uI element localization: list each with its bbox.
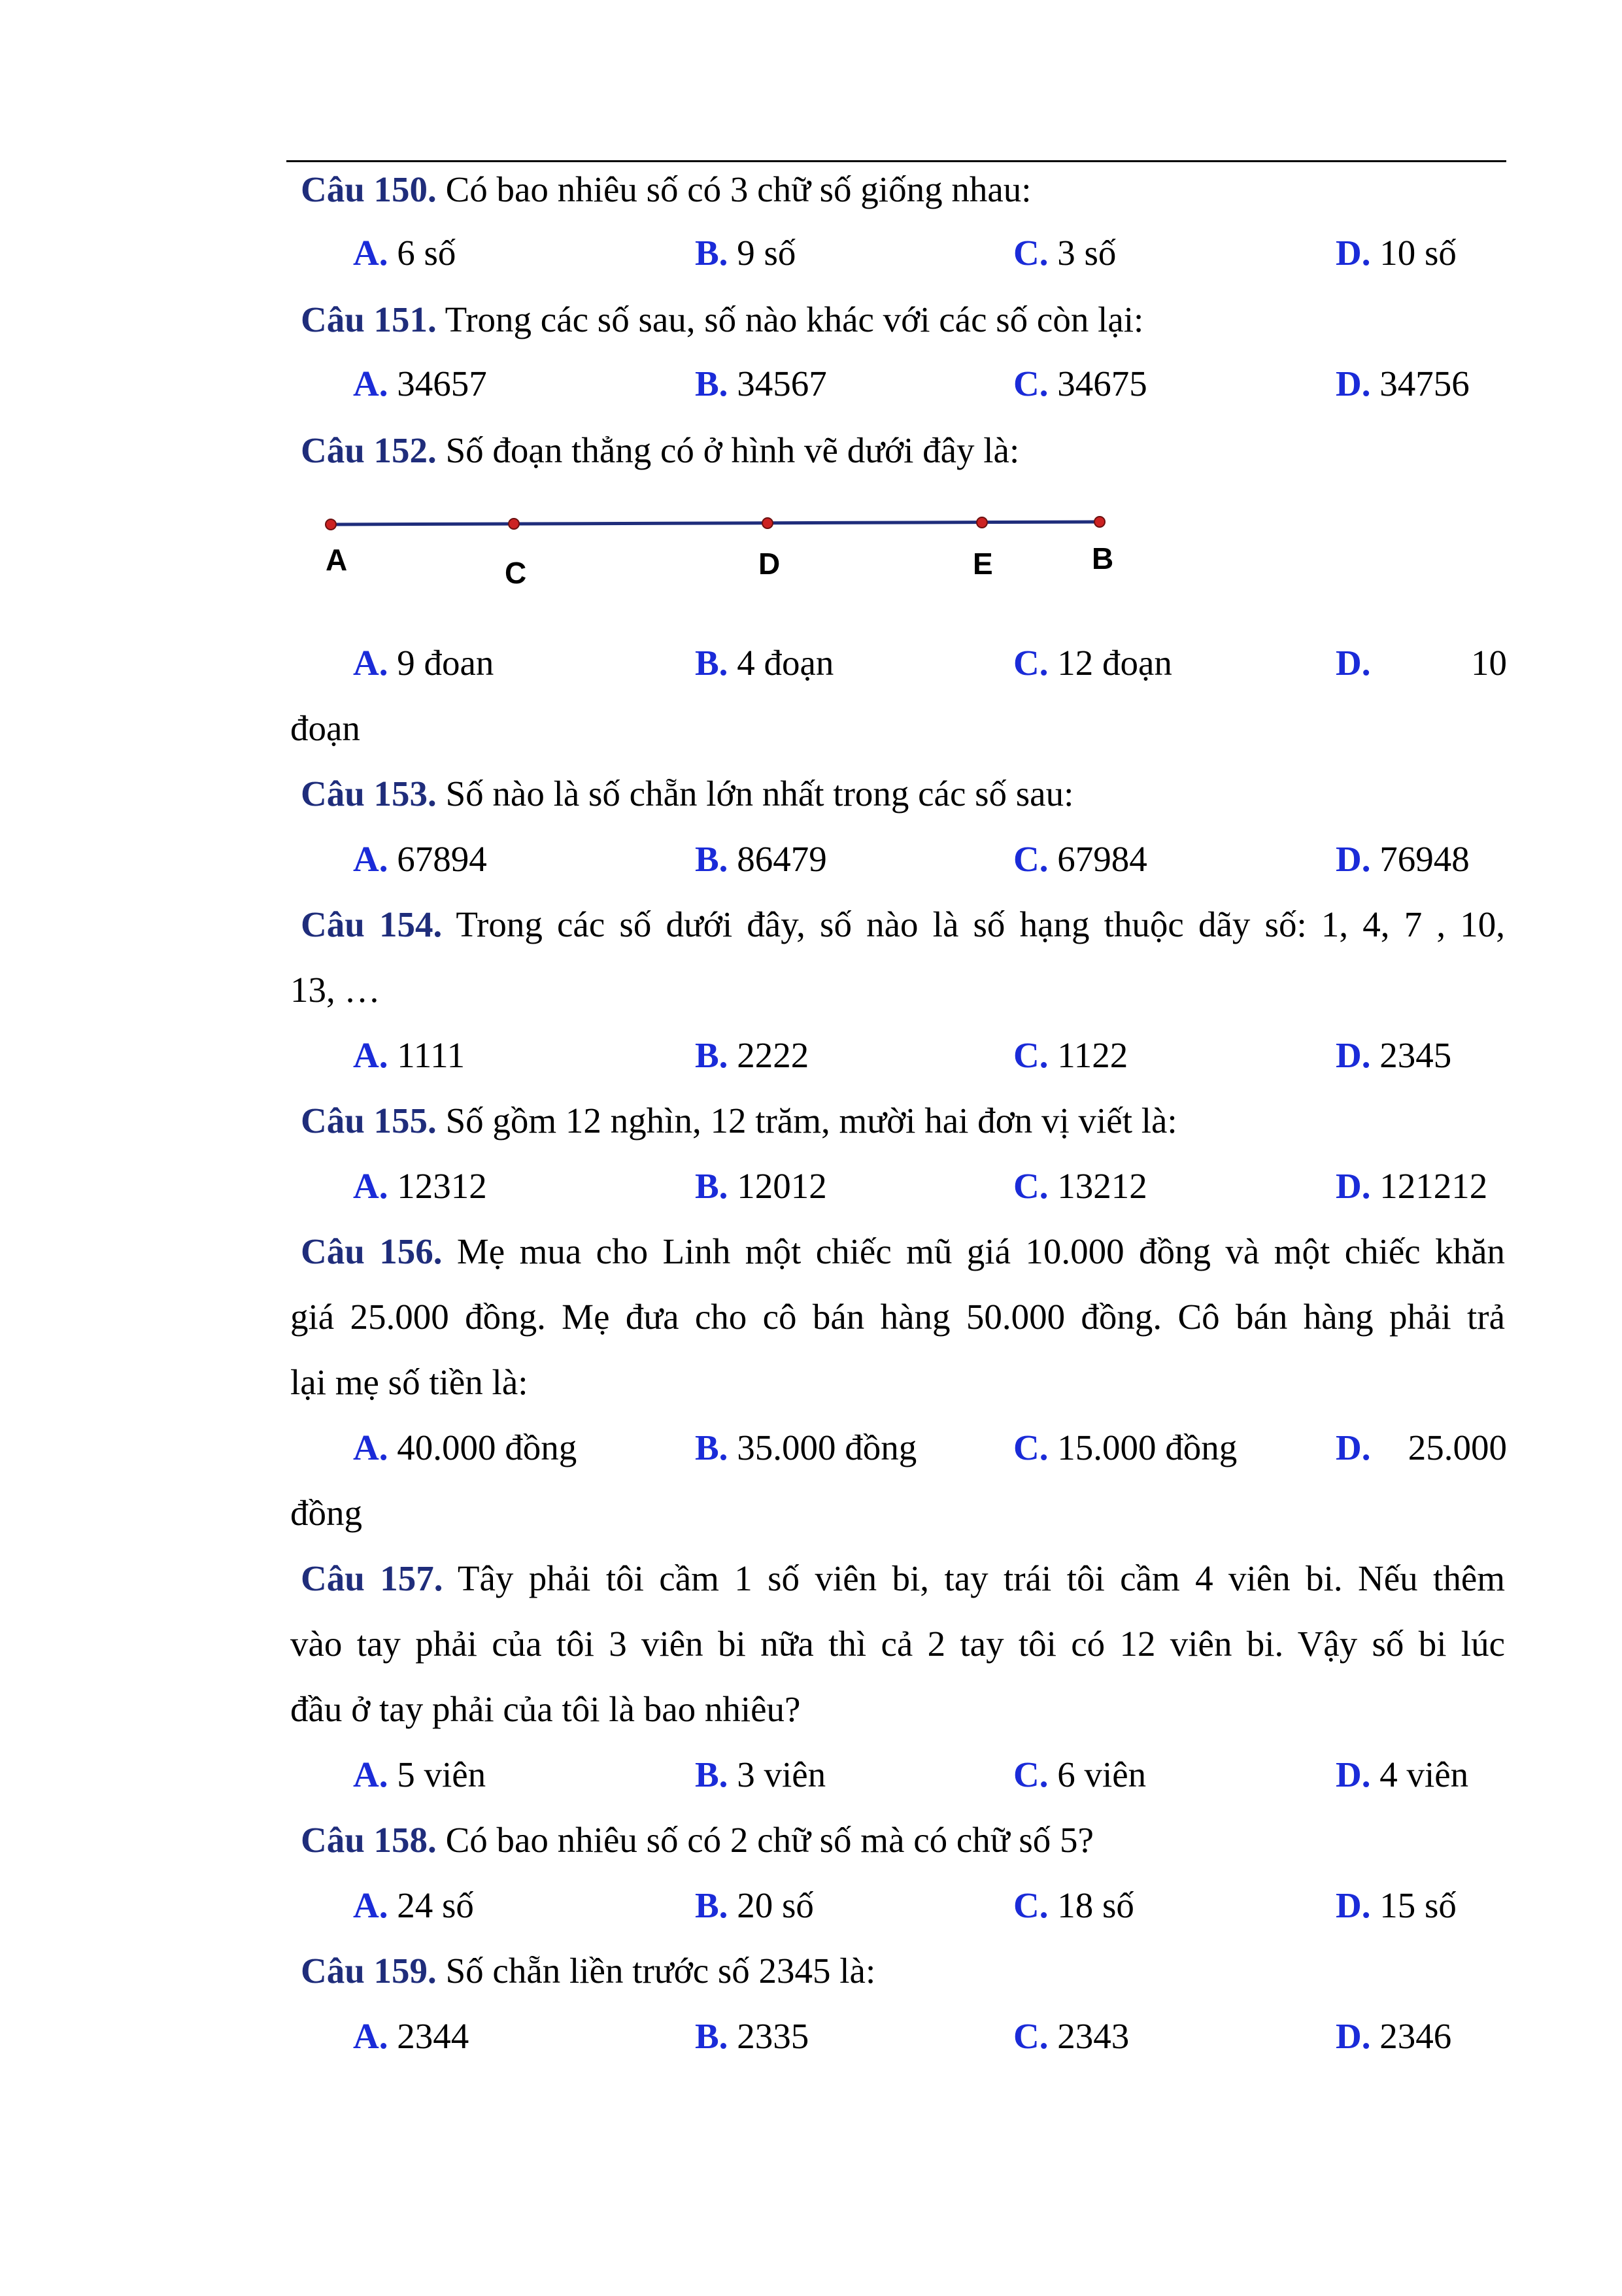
- question-label: Câu 153.: [301, 774, 437, 814]
- option-value: 12 đoạn: [1057, 643, 1172, 683]
- question-text: Số nào là số chẵn lớn nhất trong các số sau:: [445, 774, 1074, 814]
- option-b[interactable]: [695, 1035, 809, 1076]
- option-value: 2346: [1379, 2016, 1452, 2056]
- point-label-e: E: [973, 547, 993, 581]
- option-key: A.: [353, 643, 388, 683]
- option-b[interactable]: [695, 1165, 827, 1207]
- question-label: Câu 155.: [301, 1101, 437, 1140]
- question-152: [301, 430, 1019, 471]
- option-value: 34756: [1379, 364, 1470, 403]
- point-a: [326, 519, 336, 530]
- option-value: 2345: [1379, 1035, 1452, 1075]
- question-155: [301, 1100, 1177, 1142]
- question-text-cont: 13, …: [290, 970, 380, 1010]
- point-label-b: B: [1092, 541, 1114, 575]
- option-a[interactable]: [353, 1427, 577, 1469]
- option-value: 10 số: [1379, 233, 1457, 273]
- option-value: 2343: [1057, 2016, 1130, 2056]
- option-key: B.: [695, 233, 728, 273]
- option-key: A.: [353, 1885, 388, 1925]
- option-value: 25.000: [1408, 1428, 1507, 1467]
- option-key: C.: [1013, 1428, 1049, 1467]
- question-text: Trong các số dưới đây, số nào là số hạng thuộc dãy số: 1, 4, 7 , 10,: [456, 904, 1505, 944]
- option-value: 9 đoan: [397, 643, 494, 683]
- option-key: C.: [1013, 1885, 1049, 1925]
- option-value: 10: [1471, 643, 1507, 683]
- option-key: D.: [1336, 1428, 1371, 1467]
- option-key: A.: [353, 1428, 388, 1467]
- option-d[interactable]: [1336, 1165, 1487, 1207]
- option-value: 4 viên: [1379, 1755, 1469, 1794]
- question-157: [290, 1558, 1505, 1600]
- option-value: 24 số: [397, 1885, 474, 1925]
- question-text: Số đoạn thẳng có ở hình vẽ dưới đây là:: [445, 430, 1020, 470]
- option-b[interactable]: [695, 1885, 814, 1927]
- option-c[interactable]: [1013, 1165, 1147, 1207]
- point-c: [509, 519, 519, 529]
- option-key: D.: [1336, 839, 1371, 879]
- question-text-cont2: lại mẹ số tiền là:: [290, 1362, 528, 1402]
- point-label-d: D: [758, 547, 781, 581]
- option-a[interactable]: [353, 2015, 469, 2057]
- option-continuation: đoạn: [290, 708, 360, 748]
- option-key: C.: [1013, 233, 1049, 273]
- option-value: 86479: [737, 839, 827, 879]
- option-value: 76948: [1379, 839, 1470, 879]
- option-c[interactable]: [1013, 232, 1116, 274]
- option-value: 34567: [737, 364, 827, 403]
- option-value: 67894: [397, 839, 487, 879]
- question-text: Có bao nhiêu số có 3 chữ số giống nhau:: [445, 169, 1032, 209]
- option-c[interactable]: [1013, 2015, 1129, 2057]
- point-e: [977, 517, 987, 528]
- question-150: [301, 169, 1032, 211]
- option-key: C.: [1013, 364, 1049, 403]
- option-value: 3 số: [1057, 233, 1117, 273]
- option-d[interactable]: [1336, 232, 1457, 274]
- option-a[interactable]: [353, 363, 487, 405]
- option-value: 35.000 đồng: [737, 1428, 917, 1467]
- question-text-cont: giá 25.000 đồng. Mẹ đưa cho cô bán hàng 50.000 đồng. Cô bán hàng phải trả: [290, 1297, 1505, 1337]
- option-key: C.: [1013, 839, 1049, 879]
- option-value: 121212: [1379, 1166, 1488, 1206]
- option-a[interactable]: [353, 1165, 487, 1207]
- question-text-cont: vào tay phải của tôi 3 viên bi nữa thì cả 2 tay tôi có 12 viên bi. Vậy số bi lúc: [290, 1624, 1505, 1664]
- option-a[interactable]: [353, 642, 494, 684]
- option-key: A.: [353, 2016, 388, 2056]
- option-b[interactable]: [695, 642, 834, 684]
- option-key: B.: [695, 839, 728, 879]
- point-label-c: C: [505, 556, 527, 590]
- question-label: Câu 151.: [301, 300, 437, 339]
- option-value: 1122: [1057, 1035, 1128, 1075]
- question-label: Câu 159.: [301, 1951, 437, 1991]
- option-b[interactable]: [695, 1754, 826, 1796]
- question-153: [301, 773, 1073, 815]
- option-value: 3 viên: [737, 1755, 826, 1794]
- question-label: Câu 152.: [301, 430, 437, 470]
- option-key: D.: [1336, 364, 1371, 403]
- option-a[interactable]: [353, 838, 487, 880]
- question-158: [301, 1819, 1094, 1861]
- option-a[interactable]: [353, 232, 456, 274]
- option-d[interactable]: [1336, 1754, 1468, 1796]
- question-text: Tây phải tôi cầm 1 số viên bi, tay trái tôi cầm 4 viên bi. Nếu thêm: [457, 1558, 1505, 1598]
- option-key: C.: [1013, 1035, 1049, 1075]
- option-value: 15.000 đồng: [1057, 1428, 1238, 1467]
- option-c[interactable]: [1013, 838, 1147, 880]
- option-c[interactable]: [1013, 1885, 1134, 1927]
- option-value: 40.000 đồng: [397, 1428, 577, 1467]
- option-c[interactable]: [1013, 642, 1172, 684]
- question-text-cont2: đầu ở tay phải của tôi là bao nhiêu?: [290, 1689, 801, 1729]
- option-c[interactable]: [1013, 363, 1147, 405]
- question-151: [301, 299, 1143, 341]
- option-value: 12312: [397, 1166, 487, 1206]
- option-key: C.: [1013, 1166, 1049, 1206]
- question-label: Câu 158.: [301, 1820, 437, 1860]
- option-value: 4 đoạn: [737, 643, 834, 683]
- option-value: 15 số: [1379, 1885, 1457, 1925]
- option-key: D.: [1336, 1035, 1371, 1075]
- option-key: D.: [1336, 1885, 1371, 1925]
- option-a[interactable]: [353, 1885, 474, 1927]
- option-value: 2222: [737, 1035, 809, 1075]
- option-value: 2335: [737, 2016, 809, 2056]
- question-label: Câu 154.: [301, 904, 443, 944]
- option-b[interactable]: [695, 232, 796, 274]
- option-value: 5 viên: [397, 1755, 486, 1794]
- option-value: 1111: [397, 1035, 465, 1075]
- question-text: Số gồm 12 nghìn, 12 trăm, mười hai đơn vị viết là:: [445, 1101, 1177, 1140]
- question-159: [301, 1950, 875, 1992]
- option-d[interactable]: [1336, 363, 1470, 405]
- option-a[interactable]: [353, 1754, 486, 1796]
- option-value: 9 số: [737, 233, 796, 273]
- option-key: A.: [353, 1166, 388, 1206]
- option-b[interactable]: [695, 363, 827, 405]
- option-key: B.: [695, 1428, 728, 1467]
- option-c[interactable]: [1013, 1035, 1128, 1076]
- question-text: Số chẵn liền trước số 2345 là:: [445, 1951, 876, 1991]
- option-key: B.: [695, 1166, 728, 1206]
- option-key: A.: [353, 1755, 388, 1794]
- question-154: [290, 904, 1505, 946]
- option-d[interactable]: [1336, 1885, 1457, 1927]
- option-value: 20 số: [737, 1885, 814, 1925]
- option-key: C.: [1013, 1755, 1049, 1794]
- question-label: Câu 150.: [301, 169, 437, 209]
- option-key: B.: [695, 1885, 728, 1925]
- option-key: D.: [1336, 2016, 1371, 2056]
- option-b[interactable]: [695, 838, 827, 880]
- option-key: A.: [353, 364, 388, 403]
- option-value: 12012: [737, 1166, 827, 1206]
- question-text: Mẹ mua cho Linh một chiếc mũ giá 10.000 đồng và một chiếc khăn: [456, 1231, 1505, 1271]
- option-d[interactable]: [1336, 642, 1507, 684]
- option-value: 6 viên: [1057, 1755, 1147, 1794]
- option-value: 6 số: [397, 233, 456, 273]
- option-b[interactable]: [695, 1427, 917, 1469]
- option-d[interactable]: [1336, 2015, 1451, 2057]
- option-key: B.: [695, 1755, 728, 1794]
- option-value: 2344: [397, 2016, 469, 2056]
- option-c[interactable]: [1013, 1754, 1146, 1796]
- option-b[interactable]: [695, 2015, 809, 2057]
- option-d[interactable]: [1336, 838, 1470, 880]
- option-d[interactable]: [1336, 1427, 1507, 1469]
- question-text: Trong các số sau, số nào khác với các số còn lại:: [445, 300, 1144, 339]
- option-value: 67984: [1057, 839, 1147, 879]
- option-key: B.: [695, 1035, 728, 1075]
- option-key: D.: [1336, 643, 1371, 683]
- question-label: Câu 156.: [301, 1231, 443, 1271]
- point-d: [762, 518, 773, 528]
- option-key: B.: [695, 364, 728, 403]
- option-key: B.: [695, 643, 728, 683]
- option-a[interactable]: [353, 1035, 465, 1076]
- question-text: Có bao nhiêu số có 2 chữ số mà có chữ số 5?: [445, 1820, 1094, 1860]
- option-c[interactable]: [1013, 1427, 1237, 1469]
- option-key: D.: [1336, 1755, 1371, 1794]
- line-segment-figure: [307, 504, 1131, 602]
- option-key: C.: [1013, 643, 1049, 683]
- point-label-a: A: [326, 543, 348, 577]
- option-continuation: đồng: [290, 1493, 362, 1533]
- option-value: 34675: [1057, 364, 1147, 403]
- option-key: C.: [1013, 2016, 1049, 2056]
- question-label: Câu 157.: [301, 1558, 443, 1598]
- point-b: [1094, 517, 1105, 527]
- question-156: [290, 1231, 1505, 1273]
- option-key: B.: [695, 2016, 728, 2056]
- option-value: 13212: [1057, 1166, 1147, 1206]
- option-key: A.: [353, 233, 388, 273]
- option-key: A.: [353, 1035, 388, 1075]
- header-rule: [286, 160, 1506, 162]
- option-key: D.: [1336, 1166, 1371, 1206]
- option-key: A.: [353, 839, 388, 879]
- option-value: 18 số: [1057, 1885, 1134, 1925]
- option-key: D.: [1336, 233, 1371, 273]
- option-d[interactable]: [1336, 1035, 1451, 1076]
- option-value: 34657: [397, 364, 487, 403]
